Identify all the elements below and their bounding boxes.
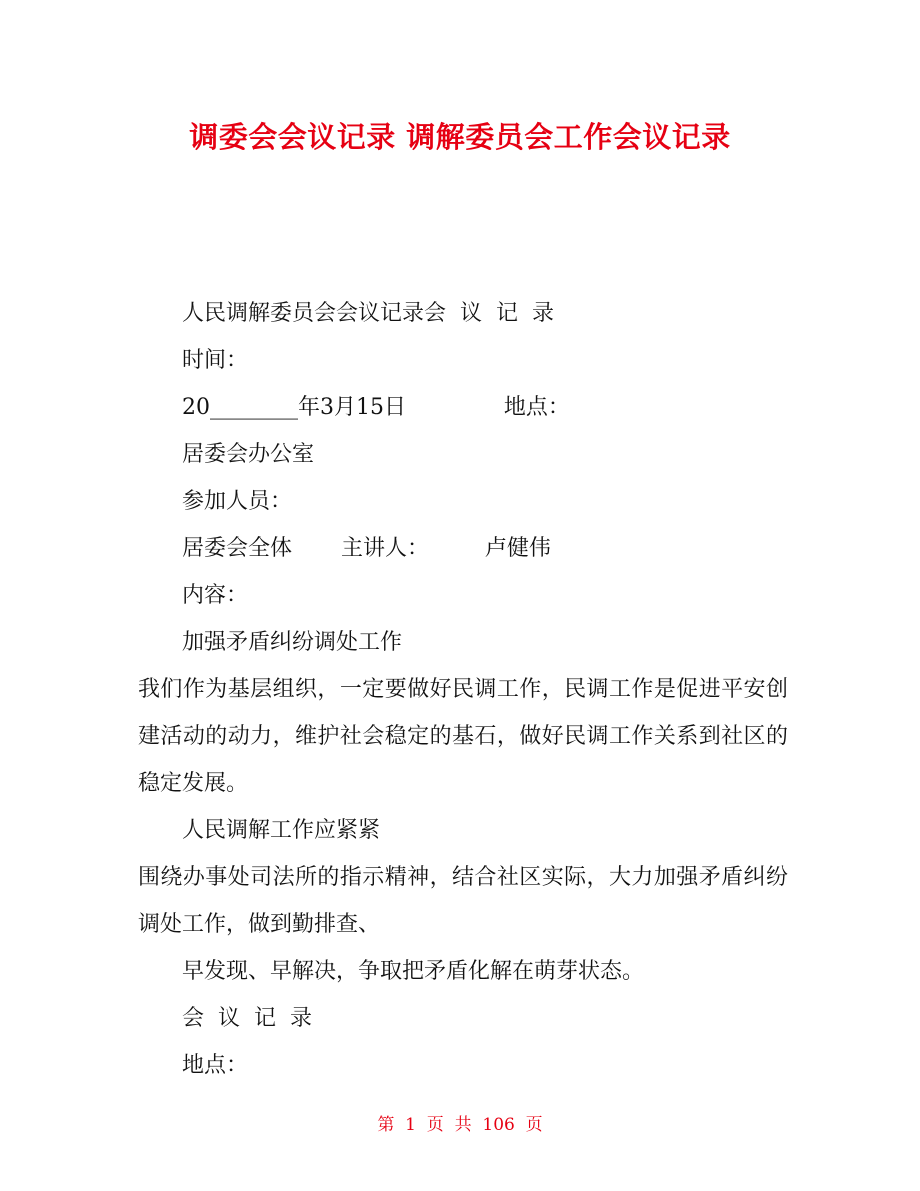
- body-line-topic: 加强矛盾纠纷调处工作: [182, 630, 403, 655]
- page-number-footer: 第 1 页 共 106 页: [377, 1115, 543, 1135]
- body-line-heading: 人民调解委员会会议记录会 议 记 录: [182, 301, 554, 326]
- body-line-content-label: 内容：: [182, 583, 249, 608]
- body-line-early-resolution: 早发现、早解决，争取把矛盾化解在萌芽状态。: [182, 959, 645, 984]
- body-line-attendees-label: 参加人员：: [182, 489, 293, 514]
- document-title: 调委会会议记录 调解委员会工作会议记录: [189, 120, 731, 154]
- body-paragraph-2: 围绕办事处司法所的指示精神，结合社区实际，大力加强矛盾纠纷调处工作，做到勤排查、: [138, 865, 788, 937]
- body-paragraph-1: 我们作为基层组织，一定要做好民调工作，民调工作是促进平安创建活动的动力，维护社会稳定的基石，做好民调工作关系到社区的稳定发展。: [138, 677, 788, 796]
- body-line-mediation-work: 人民调解工作应紧紧: [182, 818, 381, 843]
- body-line-meeting-record: 会 议 记 录: [182, 1006, 312, 1031]
- body-line-location-label: 地点：: [182, 1053, 249, 1078]
- body-line-attendees-speaker: 居委会全体 主讲人： 卢健伟: [182, 536, 551, 561]
- document-body: [138, 290, 788, 1089]
- body-line-location-value: 居委会办公室: [182, 442, 315, 467]
- body-line-date-location: 20________年3月15日 地点：: [182, 395, 570, 420]
- body-line-time-label: 时间：: [182, 348, 249, 373]
